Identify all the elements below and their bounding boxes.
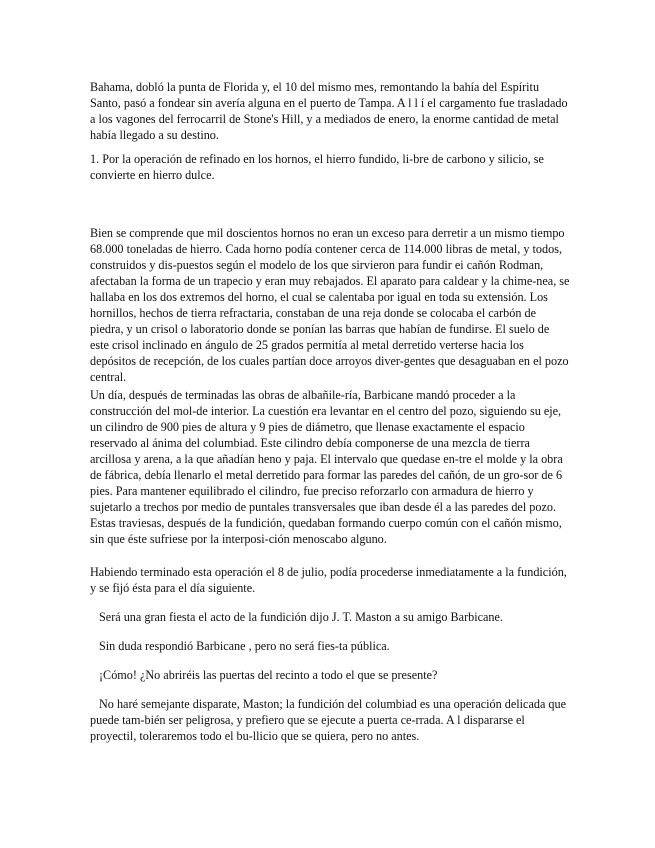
dialogue-line-3: ¡Cómo! ¿No abriréis las puertas del recinto a todo el que se presente? — [99, 668, 438, 682]
paragraph-mold-construction: Un día, después de terminadas las obras de albañile-ría, Barbicane mandó proceder a la construcción del mol-de interior. La cuestión era levantar en el centro del pozo, siguiendo su eje, un cilindro de 900 pies de altura y 9 pies de diámetro, que llenase exactamente el espacio reservado al ánima del columbiad. Este cilindro debía componerse de una mezcla de tierra arcillosa y arena, a la que añadían heno y paja. El intervalo que quedase en-tre el molde y la obra de fábrica, debía llenarlo el metal derretido para formar las paredes del cañón, de un gro-sor de 6 pies. Para mantener equilibrado el cilindro, fue preciso reforzarlo con armadura de hierro y sujetarlo a trechos por medio de puntales transversales que iban desde él a las paredes del pozo. Estas traviesas, después de la fundición, quedaban formando cuerpo común con el cañón mismo, sin que éste sufriese por la interposi-ción menoscabo alguno. — [90, 388, 563, 546]
dialogue-line-4: No haré semejante disparate, Maston; la fundición del columbiad es una operación delicada que puede tam-bién ser peligrosa, y prefiero que se ejecute a puerta ce-rrada. A l dispararse el proyectil, toleraremos todo el bu-llicio que se quiera, pero no antes. — [90, 697, 567, 743]
dialogue-line-1: Será una gran fiesta el acto de la fundición dijo J. T. Maston a su amigo Barbicane. — [99, 610, 503, 624]
paragraph-furnaces: Bien se comprende que mil doscientos hornos no eran un exceso para derretir a un mismo tiempo 68.000 toneladas de hierro. Cada horno podía contener cerca de 114.000 libras de metal, y todos, construidos y dis-puestos según el modelo de los que sirvieron para fundir ei cañón Rodman, afectaban la forma de un trapecio y eran muy rebajados. El aparato para caldear y la chime-nea, se hallaba en los dos extremos del horno, el cual se calentaba por igual en toda su extensión. Los hornillos, hechos de tierra refractaria, constaban de una reja donde se colocaba el carbón de piedra, y un crisol o laboratorio donde se ponían las barras que habían de fundirse. El suelo de este crisol inclinado en ángulo de 25 grados permitía al metal derretido verterse hacia los depósitos de recepción, de los cuales partían doce arroyos diver-gentes que desaguaban en el pozo central. — [90, 226, 570, 384]
paragraph-operation-finished: Habiendo terminado esta operación el 8 de julio, podía procederse inmediatamente a la fundición, y se fijó ésta para el día siguiente. — [90, 565, 567, 595]
footnote-refining: 1. Por la operación de refinado en los hornos, el hierro fundido, li-bre de carbono y silicio, se convierte en hierro dulce. — [90, 152, 544, 182]
paragraph-arrival-tampa: Bahama, dobló la punta de Florida y, el 10 del mismo mes, remontando la bahía del Espíritu Santo, pasó a fondear sin avería alguna en el puerto de Tampa. A l l í el cargamento fue trasladado a los vagones del ferrocarril de Stone's Hill, y a mediados de enero, la enorme cantidad de metal había llegado a su destino. — [90, 80, 568, 142]
dialogue-line-2: Sin duda respondió Barbicane , pero no será fies-ta pública. — [99, 639, 390, 653]
